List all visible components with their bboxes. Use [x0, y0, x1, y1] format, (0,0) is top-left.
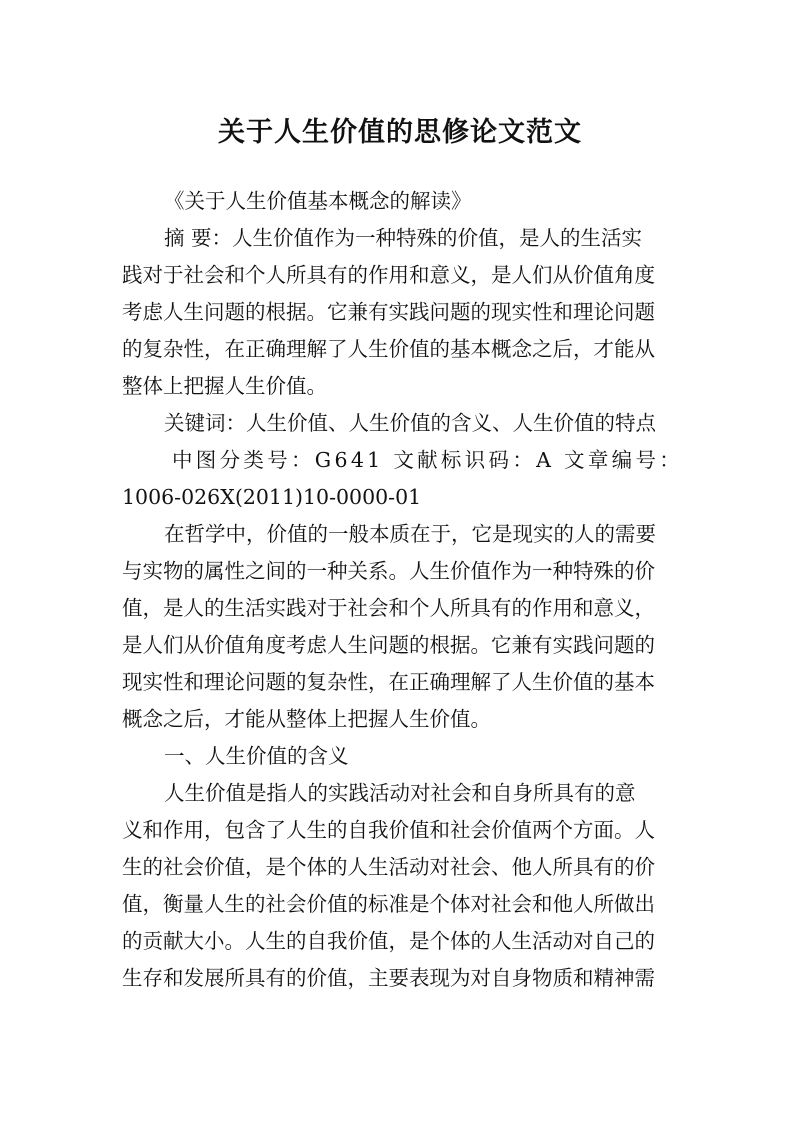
paragraph-line: 现实性和理论问题的复杂性，在正确理解了人生价值的基本 — [122, 670, 655, 694]
article-number-line: 1006-026X(2011)10-0000-01 — [122, 485, 422, 509]
paragraph-line: 生的社会价值，是个体的人生活动对社会、他人所具有的价 — [122, 855, 655, 879]
paragraph-line: 是人们从价值角度考虑人生问题的根据。它兼有实践问题的 — [122, 633, 655, 657]
paragraph-line: 与实物的属性之间的一种关系。人生价值作为一种特殊的价 — [122, 559, 655, 583]
document-title: 关于人生价值的思修论文范文 — [218, 117, 582, 149]
section-heading: 一、人生价值的含义 — [164, 744, 349, 768]
abstract-line: 摘 要：人生价值作为一种特殊的价值，是人的生活实 — [164, 226, 643, 250]
abstract-line: 的复杂性，在正确理解了人生价值的基本概念之后，才能从 — [122, 337, 655, 361]
document-body — [122, 183, 682, 997]
paragraph-line: 的贡献大小。人生的自我价值，是个体的人生活动对自己的 — [122, 929, 655, 953]
paragraph-line: 值，衡量人生的社会价值的标准是个体对社会和他人所做出 — [122, 892, 655, 916]
classification-line: 中图分类号：G641 文献标识码：A 文章编号： — [172, 448, 684, 472]
paragraph-line: 在哲学中，价值的一般本质在于，它是现实的人的需要 — [164, 522, 656, 546]
paragraph-line: 生存和发展所具有的价值，主要表现为对自身物质和精神需 — [122, 966, 655, 990]
paragraph-line: 值，是人的生活实践对于社会和个人所具有的作用和意义， — [122, 596, 655, 620]
subtitle-line: 《关于人生价值基本概念的解读》 — [164, 189, 472, 213]
abstract-line: 整体上把握人生价值。 — [122, 374, 327, 398]
abstract-line: 践对于社会和个人所具有的作用和意义，是人们从价值角度 — [122, 263, 655, 287]
paragraph-line: 概念之后，才能从整体上把握人生价值。 — [122, 707, 491, 731]
paragraph-line: 义和作用，包含了人生的自我价值和社会价值两个方面。人 — [122, 818, 655, 842]
abstract-line: 考虑人生问题的根据。它兼有实践问题的现实性和理论问题 — [122, 300, 655, 324]
paragraph-line: 人生价值是指人的实践活动对社会和自身所具有的意 — [164, 781, 636, 805]
keywords-line: 关键词：人生价值、人生价值的含义、人生价值的特点 — [164, 411, 656, 435]
